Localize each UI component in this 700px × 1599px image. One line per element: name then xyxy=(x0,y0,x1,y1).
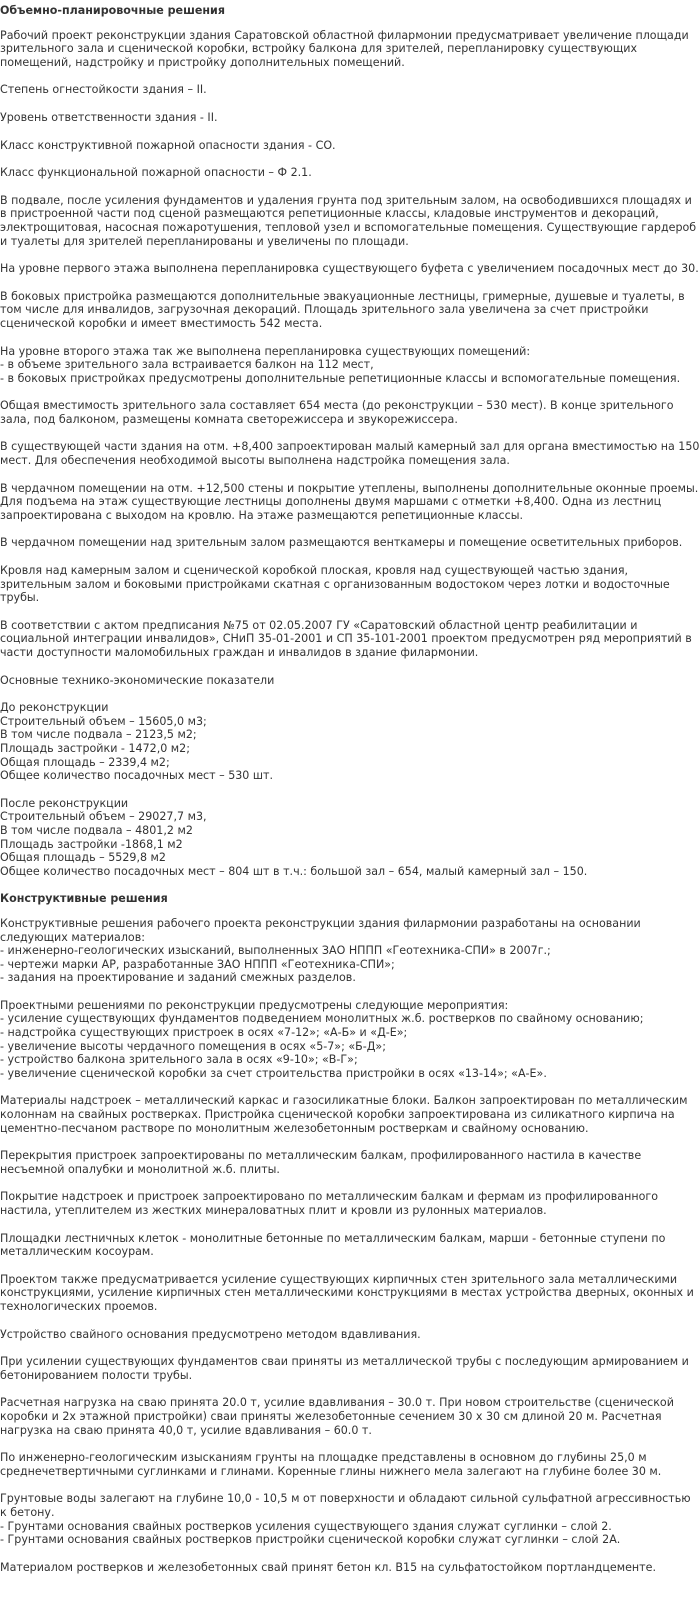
paragraph xyxy=(0,536,700,550)
paragraph xyxy=(0,674,700,688)
text-line: Покрытие надстроек и пристроек запроектировано по металлическим балкам и фермам из профилированного настила, утеплителем из жестких минераловатных плит и кровли из рулонных материалов. xyxy=(0,1190,658,1217)
paragraph xyxy=(0,1396,700,1437)
text-line: Проектными решениями по реконструкции предусмотрены следующие мероприятия: xyxy=(0,998,509,1012)
text-line: - увеличение высоты чердачного помещения в осях «5-7»; «Б-Д»; xyxy=(0,1039,386,1053)
text-line: - в объеме зрительного зала встраивается балкон на 112 мест, xyxy=(0,358,374,372)
text-line: Материалом ростверков и железобетонных свай принят бетон кл. В15 на сульфатостойком портландцементе. xyxy=(0,1560,656,1574)
paragraph xyxy=(0,166,700,180)
paragraph xyxy=(0,83,700,97)
paragraph xyxy=(0,399,700,426)
text-line: Общая площадь – 5529,8 м2 xyxy=(0,851,166,865)
text-line: - Грунтами основания свайных ростверков пристройки сценической коробки служат суглинки – слой 2А. xyxy=(0,1533,621,1547)
text-line: Класс конструктивной пожарной опасности здания - СО. xyxy=(0,138,336,152)
text-line: В соответствии с актом предписания №75 от 02.05.2007 ГУ «Саратовский областной центр реабилитации и социальной интеграции инвалидов», СНиП 35-01-2001 и СП 35-101-2001 проектом предусмотрен ряд мероприятий в части доступности маломобильных граждан и инвалидов в здание филармонии. xyxy=(0,618,692,659)
text-line: В боковых пристройка размещаются дополнительные эвакуационные лестницы, гримерные, душевые и туалеты, в том числе для инвалидов, загрузочная декораций. Площадь зрительного зала увеличена за счет пристройки сценической коробки и имеет вместимость 542 места. xyxy=(0,289,685,330)
text-line: В подвале, после усиления фундаментов и удаления грунта под зрительным залом, на освободившихся площадях и в пристроенной части под сценой размещаются репетиционные классы, кладовые инструментов и декораций, электрощитовая, насосная пожаротушения, тепловой узел и вспомогательные помещения. Существующие гардероб и туалеты для зрителей перепланированы и увеличены по площади. xyxy=(0,193,697,248)
text-line: - в боковых пристройках предусмотрены дополнительные репетиционные классы и вспомогательные помещения. xyxy=(0,371,681,385)
text-line: Общее количество посадочных мест – 804 шт в т.ч.: большой зал – 654, малый камерный зал – 150. xyxy=(0,864,588,878)
paragraph xyxy=(0,1561,700,1575)
text-line: Грунтовые воды залегают на глубине 10,0 - 10,5 м от поверхности и обладают сильной сульфатной агрессивностью к бетону. xyxy=(0,1492,691,1519)
text-line: В чердачном помещении над зрительным залом размещаются венткамеры и помещение осветительных приборов. xyxy=(0,536,683,550)
paragraph xyxy=(0,1328,700,1342)
text-line: В том числе подвала – 4801,2 м2 xyxy=(0,823,193,837)
text-line: Основные технико-экономические показатели xyxy=(0,673,275,687)
paragraph xyxy=(0,1355,700,1382)
paragraph xyxy=(0,797,700,879)
text-line: На уровне второго этажа так же выполнена перепланировка существующих помещений: xyxy=(0,344,531,358)
text-line: Общее количество посадочных мест – 530 шт. xyxy=(0,769,274,783)
text-line: Площадь застройки -1868,1 м2 xyxy=(0,837,183,851)
text-line: - усиление существующих фундаментов подведением монолитных ж.б. ростверков по свайному основанию; xyxy=(0,1012,644,1026)
section-heading: Объемно-планировочные решения xyxy=(0,4,225,17)
text-line: - задания на проектирование и заданий смежных разделов. xyxy=(0,971,356,985)
text-line: Класс функциональной пожарной опасности – Ф 2.1. xyxy=(0,166,312,180)
text-line: Площадь застройки - 1472,0 м2; xyxy=(0,741,190,755)
text-line: - чертежи марки АР, разработанные ЗАО НППП «Геотехника-СПИ»; xyxy=(0,957,395,971)
text-line: Перекрытия пристроек запроектированы по металлическим балкам, профилированного настила в качестве несъемной опалубки и монолитной ж.б. плиты. xyxy=(0,1149,642,1176)
text-line: В том числе подвала – 2123,5 м2; xyxy=(0,728,197,742)
paragraph xyxy=(0,194,700,248)
text-line: Расчетная нагрузка на сваю принята 20.0 т, усилие вдавливания – 30.0 т. При новом строительстве (сценической коробки и 2х этажной пристройки) сваи приняты железобетонные сечением 30 х 30 см длиной 20 м. Расчетная нагрузка на сваю принята 40,0 т, усилие вдавливания – 60.0 т. xyxy=(0,1396,674,1437)
paragraph xyxy=(0,111,700,125)
text-line: Рабочий проект реконструкции здания Саратовской областной филармонии предусматривает увеличение площади зрительного зала и сценической коробки, встройку балкона для зрителей, перепланировку существующих помещений, надстройку и пристройку дополнительных помещений. xyxy=(0,28,689,69)
paragraph xyxy=(0,701,700,783)
section-heading: Конструктивные решения xyxy=(0,892,168,906)
text-line: Конструктивные решения рабочего проекта реконструкции здания филармонии разработаны на основании следующих материалов: xyxy=(0,916,641,944)
text-line: Устройство свайного основания предусмотрено методом вдавливания. xyxy=(0,1327,421,1341)
text-line: По инженерно-геологическим изысканиям грунты на площадке представлены в основном до глубины 25,0 м среднечетвертичными суглинками и глинами. Коренные глины нижнего мела залегают на глубине более 30 м. xyxy=(0,1451,662,1478)
text-line: В чердачном помещении на отм. +12,500 стены и покрытие утеплены, выполнены дополнительные оконные проемы. Для подъема на этаж существующие лестницы дополнены двумя маршами с отметки +8,400. Одна из лестниц запроектирована с выходом на кровлю. На этаже размещаются репетиционные классы. xyxy=(0,481,699,522)
text-line: В существующей части здания на отм. +8,400 запроектирован малый камерный зал для органа вместимостью на 150 мест. Для обеспечения необходимой высоты выполнена надстройка помещения зала. xyxy=(0,440,700,468)
text-line: - надстройка существующих пристроек в осях «7-12»; «А-Б» и «Д-Е»; xyxy=(0,1026,408,1040)
text-line: - увеличение сценической коробки за счет строительства пристройки в осях «13-14»; «А-Е». xyxy=(0,1066,547,1080)
paragraph xyxy=(0,917,700,985)
text-line: Площадки лестничных клеток - монолитные бетонные по металлическим балкам, марши - бетонные ступени по металлическим косоурам. xyxy=(0,1231,666,1259)
paragraph xyxy=(0,1492,700,1546)
text-line: После реконструкции xyxy=(0,796,129,810)
text-line: - инженерно-геологических изысканий, выполненных ЗАО НППП «Геотехника-СПИ» в 2007г.; xyxy=(0,944,551,958)
paragraph xyxy=(0,1232,700,1259)
paragraph xyxy=(0,290,700,331)
paragraph xyxy=(0,29,700,70)
text-line: Материалы надстроек – металлический каркас и газосиликатные блоки. Балкон запроектирован по металлическим колоннам на свайных ростверках. Пристройка сценической коробки запроектирована из силикатного кирпича на цементно-песчаном растворе по монолитным железобетонным ростверкам и свайному основанию. xyxy=(0,1094,688,1135)
text-line: Строительный объем – 29027,7 м3, xyxy=(0,810,207,824)
paragraph xyxy=(0,139,700,153)
text-line: Проектом также предусматривается усиление существующих кирпичных стен зрительного зала металлическими конструкциями, усиление кирпичных стен металлическими конструкциями в местах устройства дверных, оконных и технологических проемов. xyxy=(0,1272,694,1313)
text-line: Общая площадь – 2339,4 м2; xyxy=(0,755,170,769)
text-line: - Грунтами основания свайных ростверков усиления существующего здания служат суглинки – слой 2. xyxy=(0,1519,612,1533)
paragraph xyxy=(0,482,700,523)
text-line: До реконструкции xyxy=(0,701,109,715)
text-line: - устройство балкона зрительного зала в осях «9-10»; «В-Г»; xyxy=(0,1053,358,1067)
text-line: Общая вместимость зрительного зала составляет 654 места (до реконструкции – 530 мест). В конце зрительного зала, под балконом, размещены комната светорежиссера и звукорежиссера. xyxy=(0,399,674,426)
text-line: Уровень ответственности здания - II. xyxy=(0,110,218,124)
paragraph xyxy=(0,999,700,1081)
paragraph xyxy=(0,1149,700,1176)
paragraph xyxy=(0,1094,700,1135)
paragraph xyxy=(0,1190,700,1217)
paragraph xyxy=(0,262,700,276)
text-line: На уровне первого этажа выполнена перепланировка существующего буфета с увеличением посадочных мест до 30. xyxy=(0,262,699,276)
text-line: При усилении существующих фундаментов сваи приняты из металлической трубы с последующим армированием и бетонированием полости трубы. xyxy=(0,1355,689,1382)
paragraph xyxy=(0,619,700,660)
paragraph xyxy=(0,440,700,467)
paragraph xyxy=(0,345,700,386)
paragraph xyxy=(0,564,700,605)
paragraph xyxy=(0,1451,700,1478)
paragraph xyxy=(0,1273,700,1314)
text-line: Степень огнестойкости здания – II. xyxy=(0,83,207,97)
text-line: Кровля над камерным залом и сценической коробкой плоская, кровля над существующей частью здания, зрительным залом и боковыми пристройками скатная с организованным водостоком через лотки и водосточные трубы. xyxy=(0,564,670,605)
text-line: Строительный объем – 15605,0 м3; xyxy=(0,714,207,728)
